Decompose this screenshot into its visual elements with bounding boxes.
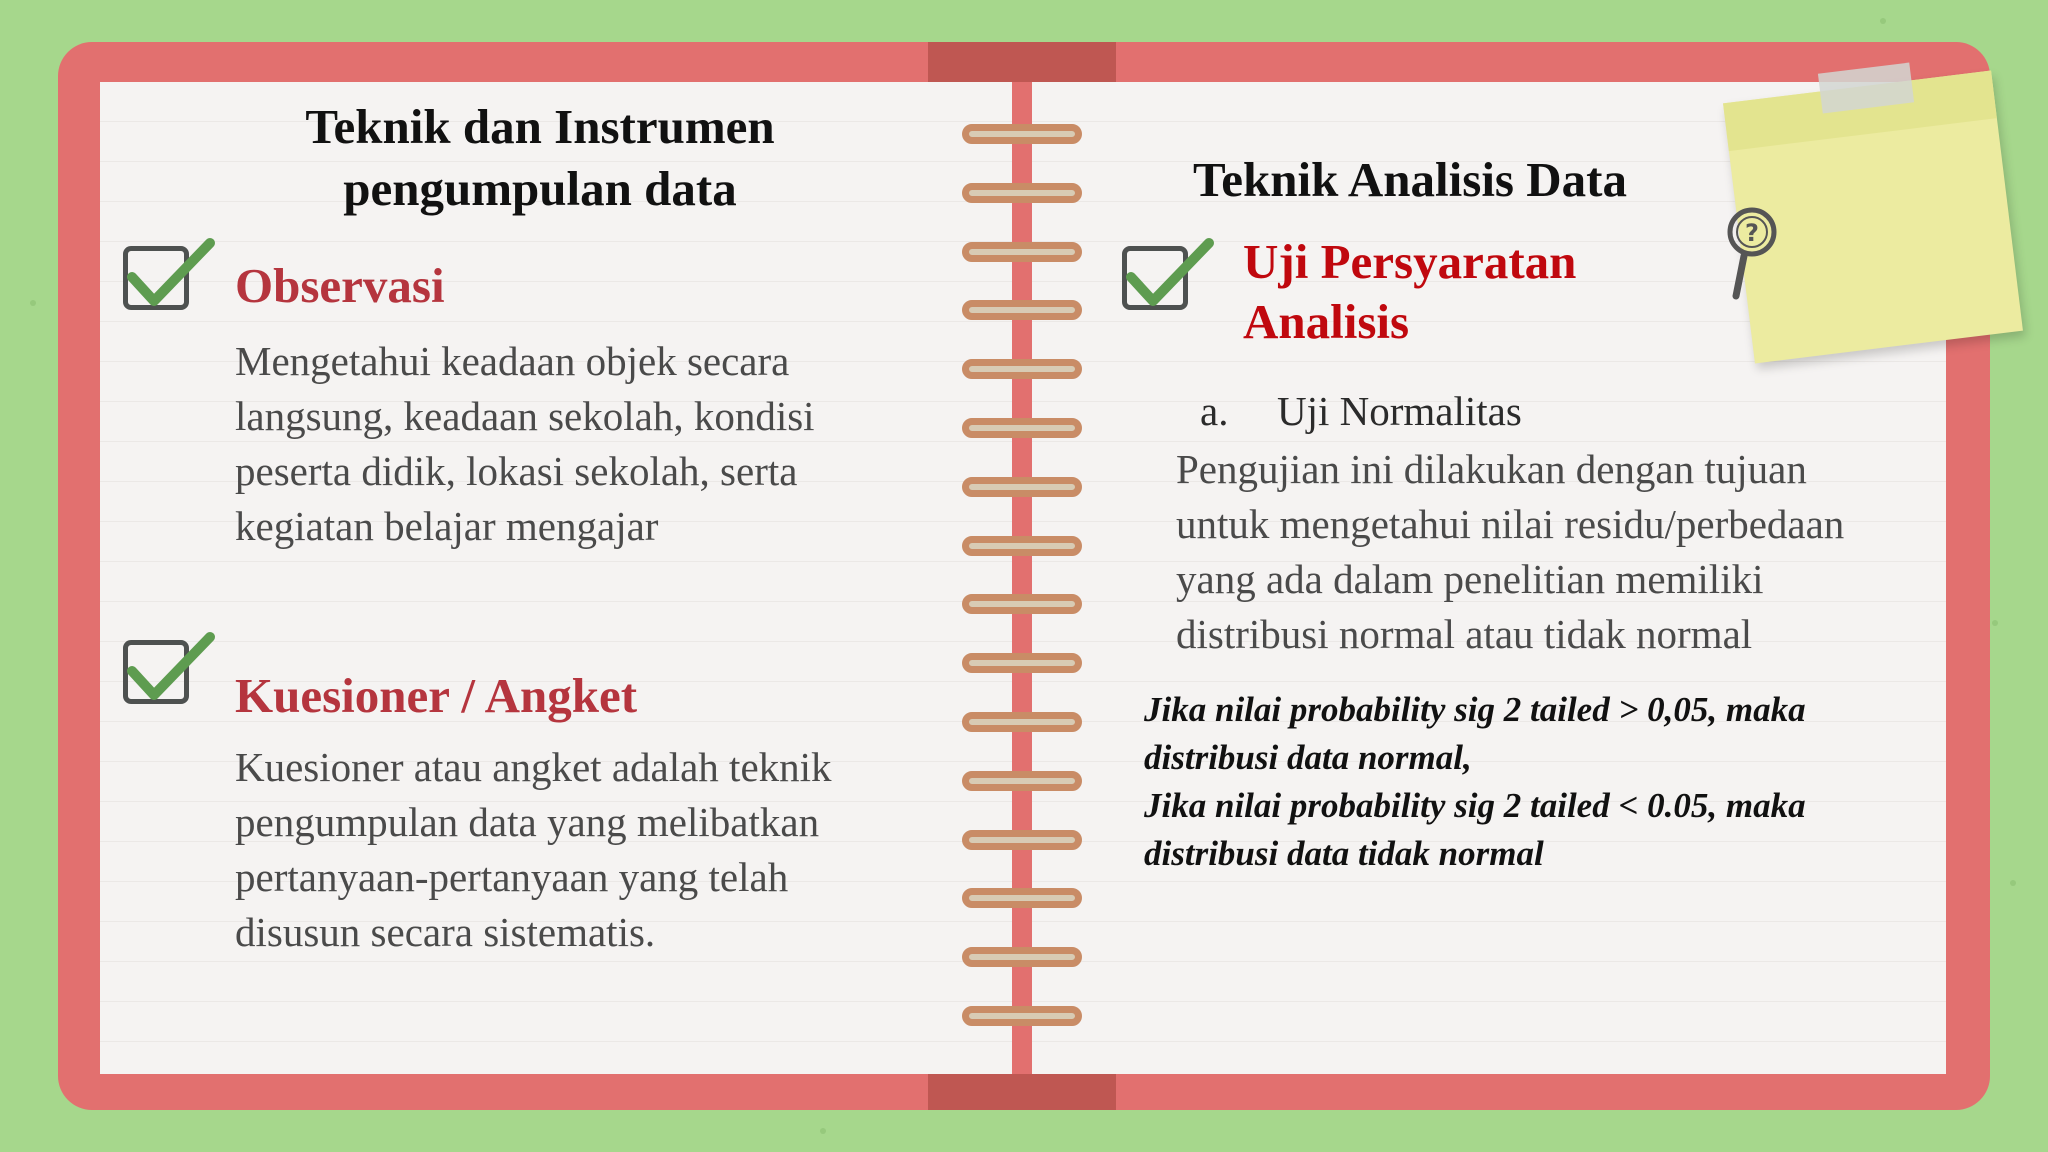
spiral-ring <box>962 536 1082 556</box>
body-line: peserta didik, lokasi sekolah, serta <box>235 448 798 494</box>
body-line: Pengujian ini dilakukan dengan tujuan <box>1176 446 1807 492</box>
observasi-body <box>235 334 935 554</box>
list-label: Uji Normalitas <box>1277 388 1522 434</box>
spiral-ring <box>962 888 1082 908</box>
background-speck <box>1880 18 1886 24</box>
spiral-ring <box>962 712 1082 732</box>
spiral-ring <box>962 359 1082 379</box>
heading-line: Analisis <box>1243 294 1410 349</box>
rule-line: distribusi data normal, <box>1144 738 1472 777</box>
spiral-ring <box>962 1006 1082 1026</box>
page-divider <box>1012 82 1032 1074</box>
body-line: Kuesioner atau angket adalah teknik <box>235 744 832 790</box>
spiral-ring <box>962 183 1082 203</box>
kuesioner-heading: Kuesioner / Angket <box>235 668 638 723</box>
list-marker: a. <box>1200 388 1229 434</box>
rule-line: distribusi data tidak normal <box>1144 834 1544 873</box>
body-line: pertanyaan-pertanyaan yang telah <box>235 854 789 900</box>
checkbox-check-icon <box>123 640 189 704</box>
spiral-ring <box>962 947 1082 967</box>
background-speck <box>2010 880 2016 886</box>
body-line: pengumpulan data yang melibatkan <box>235 799 820 845</box>
spiral-ring <box>962 477 1082 497</box>
body-line: distribusi normal atau tidak normal <box>1176 611 1753 657</box>
left-page-title <box>240 96 840 220</box>
background-speck <box>30 300 36 306</box>
notebook-spine-bottom <box>928 1074 1116 1110</box>
body-line: kegiatan belajar mengajar <box>235 503 659 549</box>
background-speck <box>1992 620 1998 626</box>
svg-text:?: ? <box>1745 219 1759 247</box>
spiral-ring <box>962 771 1082 791</box>
uji-persyaratan-heading <box>1243 232 1576 352</box>
uji-normalitas-item <box>1200 386 1522 436</box>
magnifier-question-icon <box>1720 204 1784 309</box>
spiral-ring <box>962 124 1082 144</box>
checkbox-check-icon <box>1122 246 1188 310</box>
spiral-ring <box>962 830 1082 850</box>
checkbox-check-icon <box>123 246 189 310</box>
observasi-heading: Observasi <box>235 258 445 313</box>
body-line: langsung, keadaan sekolah, kondisi <box>235 393 815 439</box>
background-speck <box>820 1128 826 1134</box>
rule-line: Jika nilai probability sig 2 tailed > 0,05, maka <box>1144 690 1806 729</box>
spiral-ring <box>962 594 1082 614</box>
normalitas-rules <box>1144 686 1934 878</box>
left-title-line: pengumpulan data <box>343 161 737 216</box>
right-page-title: Teknik Analisis Data <box>1193 152 1627 207</box>
kuesioner-body <box>235 740 955 960</box>
body-line: Mengetahui keadaan objek secara <box>235 338 790 384</box>
normalitas-body <box>1176 442 1936 662</box>
rule-line: Jika nilai probability sig 2 tailed < 0.05, maka <box>1144 786 1806 825</box>
left-title-line: Teknik dan Instrumen <box>305 99 775 154</box>
spiral-ring <box>962 242 1082 262</box>
notebook-spine-top <box>928 42 1116 82</box>
heading-line: Uji Persyaratan <box>1243 234 1577 289</box>
body-line: yang ada dalam penelitian memiliki <box>1176 556 1764 602</box>
body-line: untuk mengetahui nilai residu/perbedaan <box>1176 501 1845 547</box>
body-line: disusun secara sistematis. <box>235 909 656 955</box>
spiral-ring <box>962 418 1082 438</box>
spiral-ring <box>962 300 1082 320</box>
spiral-ring <box>962 653 1082 673</box>
